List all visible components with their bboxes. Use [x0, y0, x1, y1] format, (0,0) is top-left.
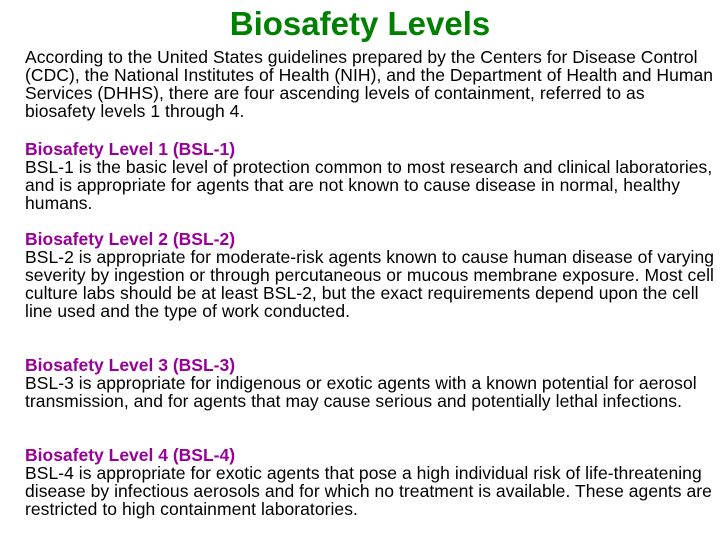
- slide-title: Biosafety Levels: [229, 5, 491, 42]
- section-heading-bsl-3: Biosafety Level 3 (BSL-3): [25, 355, 236, 375]
- section-body-bsl-4: BSL-4 is appropriate for exotic agents that pose a high individual risk of life-threatening disease by infectious aerosols and for which no treatment is available. These agents are restricted to high containment laboratories.: [25, 463, 712, 519]
- section-bsl-2: [25, 230, 715, 320]
- section-bsl-1: [25, 140, 715, 212]
- section-heading-bsl-1: Biosafety Level 1 (BSL-1): [25, 139, 236, 159]
- section-body-bsl-1: BSL-1 is the basic level of protection common to most research and clinical laboratories, and is appropriate for agents that are not known to cause disease in normal, healthy humans.: [25, 157, 713, 213]
- section-heading-bsl-4: Biosafety Level 4 (BSL-4): [25, 445, 236, 465]
- section-body-bsl-2: BSL-2 is appropriate for moderate-risk agents known to cause human disease of varying severity by ingestion or through percutaneous or mucous membrane exposure. Most cell culture labs should be at least BSL-2, but the exact requirements depend upon the cell line used and the type of work conducted.: [25, 247, 715, 321]
- intro-paragraph: According to the United States guidelines prepared by the Centers for Disease Control (CDC), the National Institutes of Health (NIH), and the Department of Health and Human Services (DHHS), there are four ascending levels of containment, referred to as biosafety levels 1 through 4.: [25, 47, 714, 121]
- section-heading-bsl-2: Biosafety Level 2 (BSL-2): [25, 229, 236, 249]
- section-bsl-4: [25, 446, 715, 518]
- section-bsl-3: [25, 356, 715, 410]
- section-body-bsl-3: BSL-3 is appropriate for indigenous or exotic agents with a known potential for aerosol transmission, and for agents that may cause serious and potentially lethal infections.: [25, 373, 697, 411]
